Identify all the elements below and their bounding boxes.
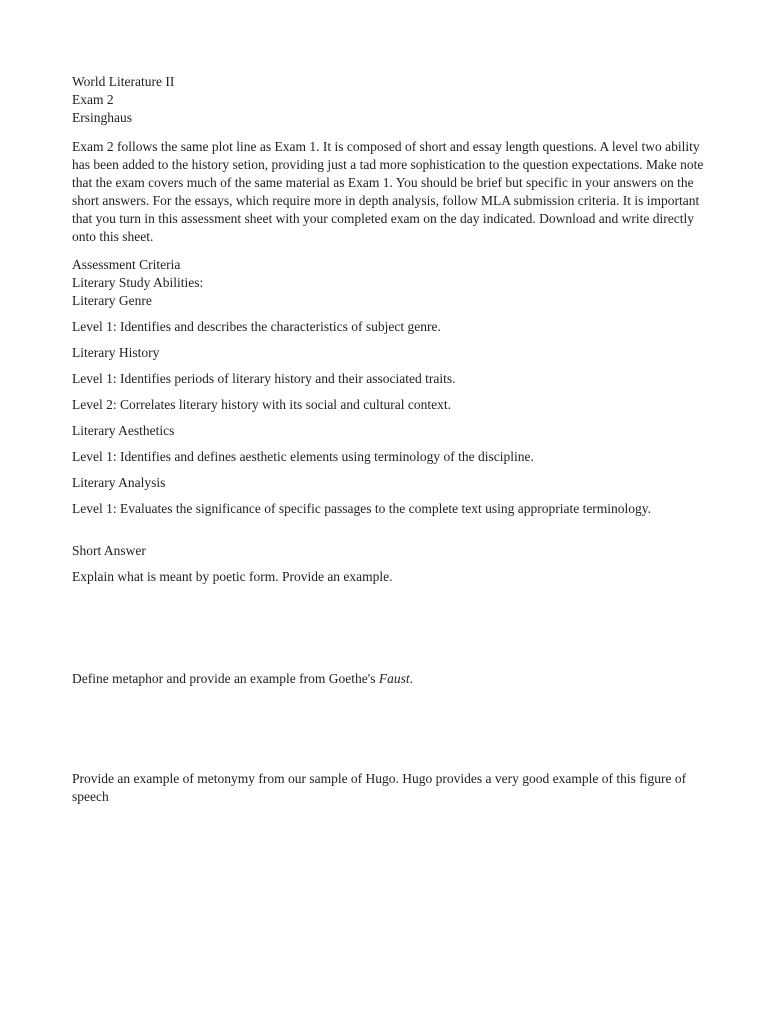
- question-metonymy: Provide an example of metonymy from our sample of Hugo. Hugo provides a very good example of this figure of speech: [72, 771, 687, 804]
- aesthetics-heading: Literary Aesthetics: [72, 423, 175, 438]
- aesthetics-level-1: Level 1: Identifies and defines aesthetic elements using terminology of the discipline.: [72, 449, 534, 464]
- question-metaphor-text: Define metaphor and provide an example from Goethe's: [72, 671, 379, 686]
- question-metaphor-period: .: [409, 671, 413, 686]
- genre-heading: Literary Genre: [72, 293, 152, 308]
- genre-level-1: Level 1: Identifies and describes the characteristics of subject genre.: [72, 319, 441, 334]
- question-poetic-form: Explain what is meant by poetic form. Provide an example.: [72, 569, 393, 584]
- instructor-name: Ersinghaus: [72, 110, 132, 125]
- document-header: [72, 73, 708, 127]
- criteria-subtitle: Literary Study Abilities:: [72, 275, 204, 290]
- analysis-level-1: Level 1: Evaluates the significance of specific passages to the complete text using appropriate terminology.: [72, 501, 652, 516]
- analysis-heading: Literary Analysis: [72, 475, 166, 490]
- short-answer-section: [72, 542, 708, 806]
- history-heading: Literary History: [72, 345, 160, 360]
- question-metaphor: [72, 670, 708, 688]
- intro-paragraph: Exam 2 follows the same plot line as Exam 1. It is composed of short and essay length questions. A level two ability has been added to the history setion, providing just a tad more sophistication to the question expectations. Make note that the exam covers much of the same material as Exam 1. You should be brief but specific in your answers on the short answers. For the essays, which require more in depth analysis, follow MLA submission criteria. It is important that you turn in this assessment sheet with your completed exam on the day indicated. Download and write directly onto this sheet.: [72, 139, 704, 244]
- history-level-2: Level 2: Correlates literary history with its social and cultural context.: [72, 397, 452, 412]
- short-answer-title: Short Answer: [72, 543, 146, 558]
- course-title: World Literature II: [72, 74, 175, 89]
- assessment-criteria: [72, 256, 708, 518]
- exam-title: Exam 2: [72, 92, 114, 107]
- faust-title: Faust: [378, 671, 410, 686]
- criteria-title: Assessment Criteria: [72, 257, 181, 272]
- history-level-1: Level 1: Identifies periods of literary history and their associated traits.: [72, 371, 456, 386]
